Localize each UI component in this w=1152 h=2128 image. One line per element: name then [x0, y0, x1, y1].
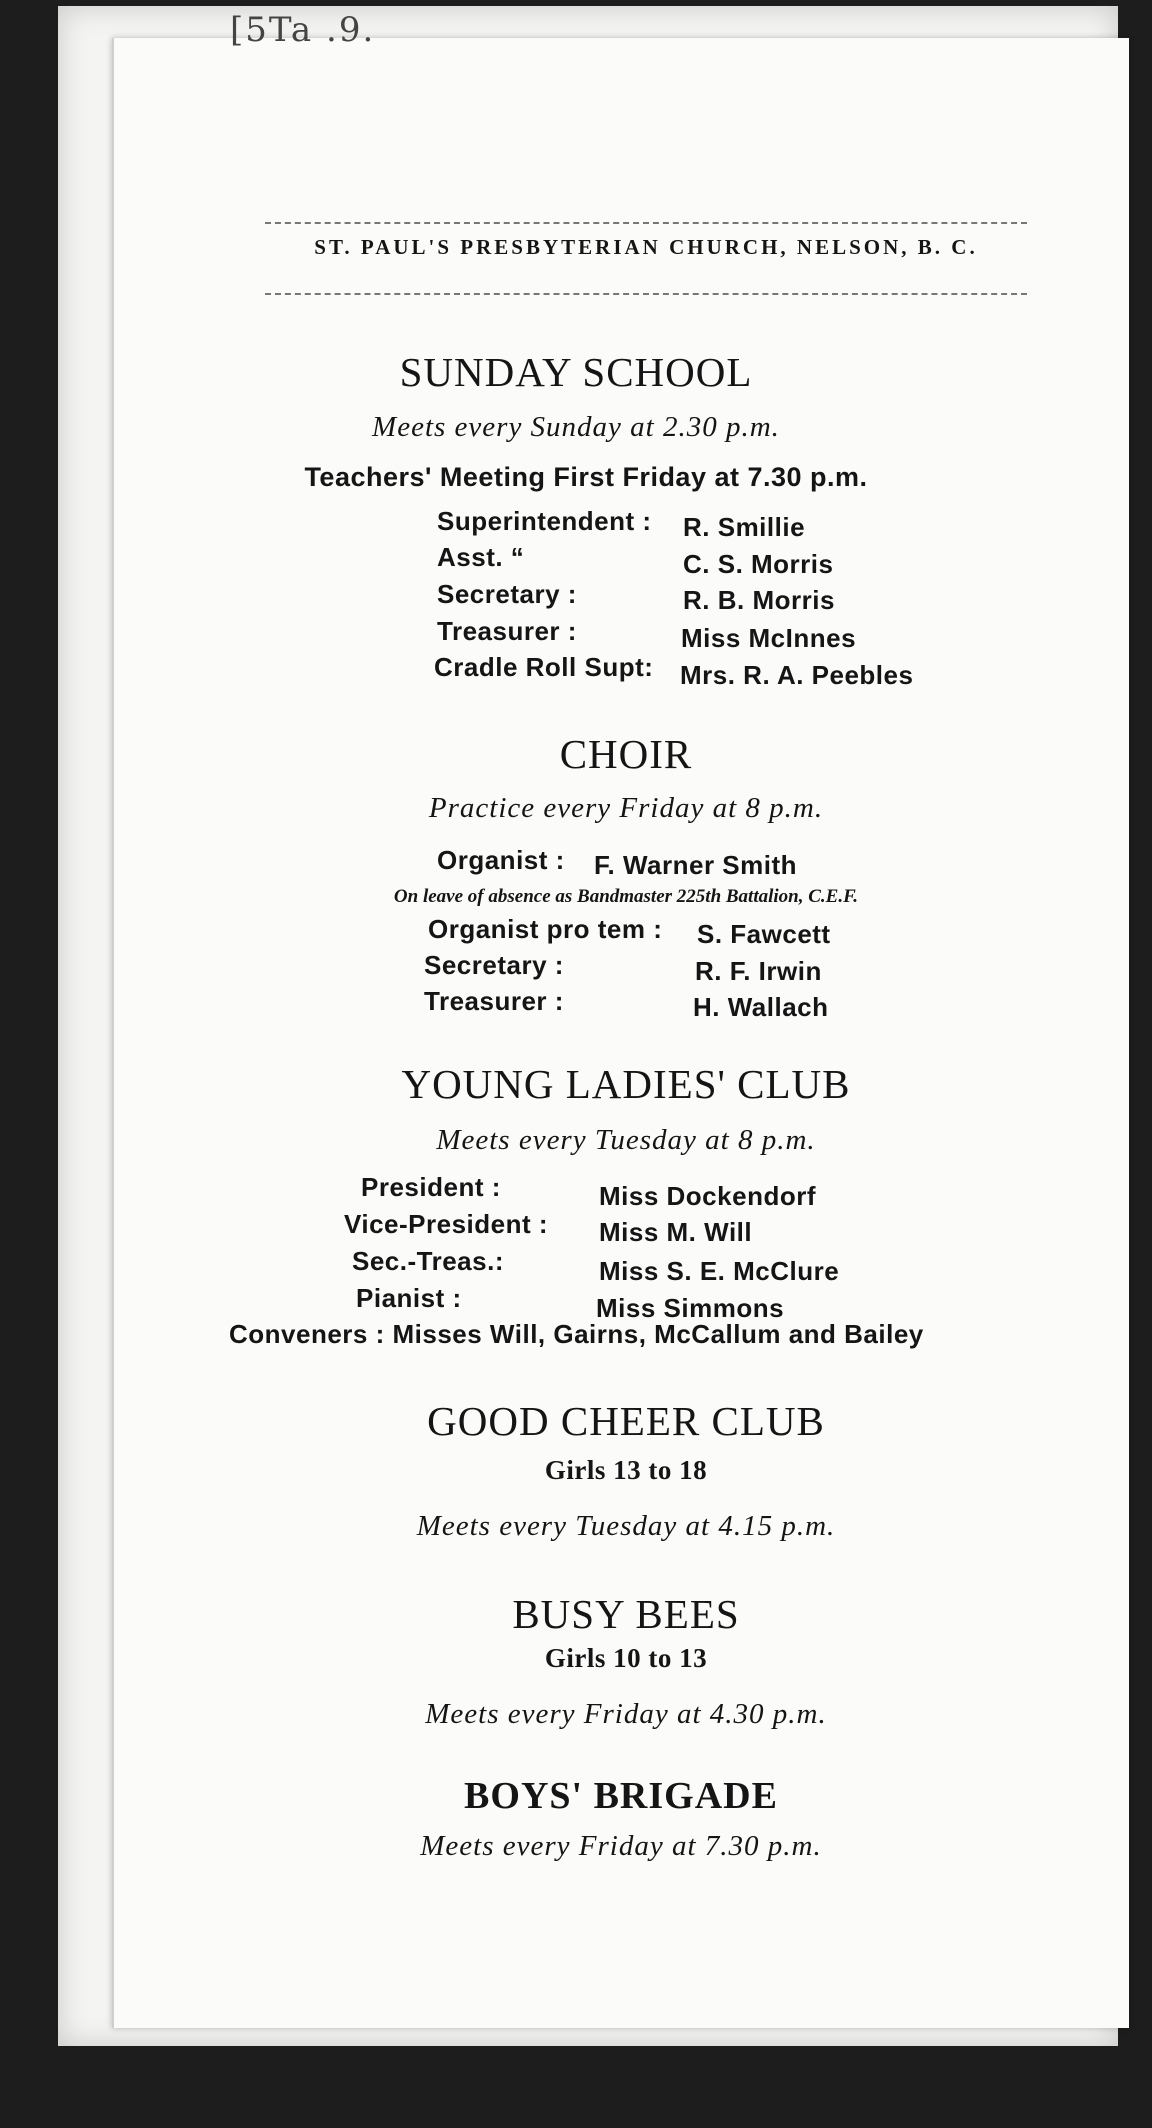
ss-officer-name: C. S. Morris [683, 549, 834, 579]
header-rule-top [265, 222, 1027, 224]
teachers-meeting: Teachers' Meeting First Friday at 7.30 p.m. [304, 462, 868, 492]
ylc-officer-role: Vice-President : [344, 1209, 549, 1239]
ss-officer-name: R. B. Morris [683, 585, 835, 615]
choir-officer-name: R. F. Irwin [695, 956, 822, 986]
boys-brigade-meets: Meets every Friday at 7.30 p.m. [420, 1830, 822, 1862]
busy-bees-meets: Meets every Friday at 4.30 p.m. [425, 1698, 827, 1730]
choir-officer-role: Organist pro tem : [428, 914, 663, 944]
sunday-school-title: SUNDAY SCHOOL [399, 349, 753, 395]
boys-brigade-title: BOYS' BRIGADE [464, 1775, 778, 1817]
ss-officer-name: R. Smillie [683, 512, 806, 542]
choir-title: CHOIR [559, 731, 693, 777]
ylc-officer-name: Miss M. Will [599, 1217, 753, 1247]
busy-bees-ages: Girls 10 to 13 [544, 1643, 708, 1673]
choir-officer-name: S. Fawcett [697, 919, 831, 949]
choir-officer-role: Secretary : [424, 950, 564, 980]
good-cheer-ages: Girls 13 to 18 [544, 1455, 708, 1485]
choir-practice: Practice every Friday at 8 p.m. [428, 792, 824, 824]
handwritten-note: [5Ta .9. [230, 10, 376, 50]
busy-bees-title: BUSY BEES [512, 1591, 740, 1637]
ss-officer-role: Secretary : [437, 579, 577, 609]
header-rule-bottom [265, 293, 1027, 295]
church-header: ST. PAUL'S PRESBYTERIAN CHURCH, NELSON, B. C. [314, 235, 978, 259]
sunday-school-meets: Meets every Sunday at 2.30 p.m. [372, 411, 780, 443]
ylc-officer-name: Miss Simmons [596, 1293, 785, 1323]
ylc-officer-role: Sec.-Treas.: [352, 1246, 504, 1276]
organist-role: Organist : [437, 845, 565, 875]
young-ladies-meets: Meets every Tuesday at 8 p.m. [436, 1124, 816, 1156]
ss-officer-role: Cradle Roll Supt: [434, 652, 654, 682]
conveners: Conveners : Misses Will, Gairns, McCallum and Bailey [229, 1319, 924, 1349]
ylc-officer-name: Miss S. E. McClure [599, 1256, 840, 1286]
ylc-officer-role: Pianist : [356, 1283, 462, 1313]
ss-officer-name: Mrs. R. A. Peebles [680, 660, 914, 690]
good-cheer-meets: Meets every Tuesday at 4.15 p.m. [416, 1510, 836, 1542]
ylc-officer-name: Miss Dockendorf [599, 1181, 816, 1211]
ss-officer-name: Miss McInnes [681, 623, 857, 653]
young-ladies-title: YOUNG LADIES' CLUB [401, 1061, 851, 1107]
choir-officer-role: Treasurer : [424, 986, 564, 1016]
ylc-officer-role: President : [361, 1172, 501, 1202]
organist-leave-note: On leave of absence as Bandmaster 225th Battalion, C.E.F. [393, 886, 859, 907]
ss-officer-role: Treasurer : [437, 616, 577, 646]
ss-officer-role: Superintendent : [437, 506, 652, 536]
choir-officer-name: H. Wallach [693, 992, 829, 1022]
ss-officer-role: Asst. “ [437, 542, 525, 572]
good-cheer-title: GOOD CHEER CLUB [427, 1398, 825, 1444]
organist-name: F. Warner Smith [594, 850, 798, 880]
